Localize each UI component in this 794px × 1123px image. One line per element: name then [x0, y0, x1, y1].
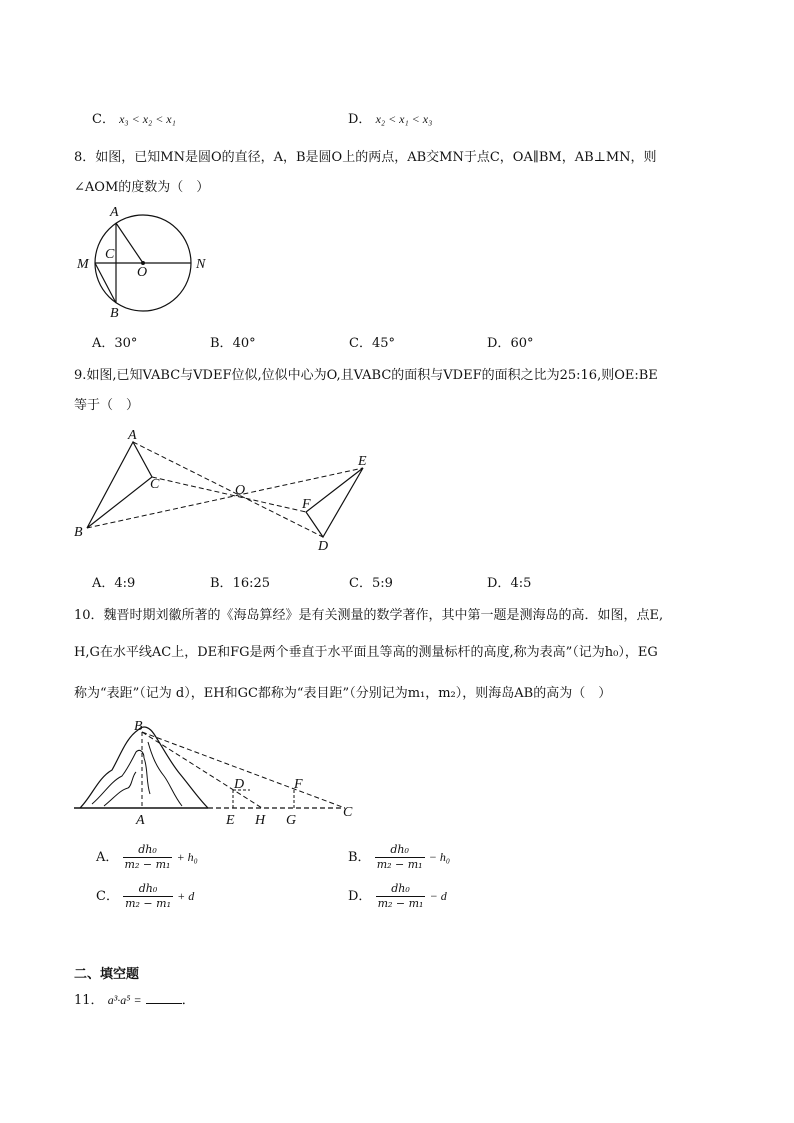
label-h: H — [255, 813, 266, 828]
option-letter: D． — [487, 576, 511, 591]
option-expr: x₂ < x₁ < x₃ — [375, 112, 433, 126]
label-o: O — [137, 265, 148, 280]
label-c: C — [343, 805, 353, 820]
q9-option-b[interactable] — [210, 572, 270, 591]
label-f: F — [302, 497, 311, 512]
q8-circle-figure — [70, 200, 220, 325]
fraction-numerator: dh₀ — [375, 843, 425, 858]
q8-option-b[interactable] — [210, 332, 256, 351]
label-d: D — [318, 539, 329, 554]
label-c: C — [105, 247, 115, 262]
q10-island-figure — [70, 712, 370, 830]
label-a: A — [128, 428, 137, 443]
fraction — [123, 882, 173, 911]
label-f: F — [294, 777, 303, 792]
fraction — [375, 843, 425, 872]
q9-option-a[interactable] — [92, 572, 135, 591]
q10-stem-line1: 10．魏晋时期刘徽所著的《海岛算经》是有关测量的数学著作，其中第一题是测海岛的高．如图，点E, — [74, 608, 664, 623]
q7-option-c[interactable] — [92, 108, 176, 127]
q11-number: 11． — [74, 993, 104, 1008]
label-m: M — [77, 257, 89, 272]
label-c: C — [150, 477, 160, 492]
fraction-numerator: dh₀ — [123, 843, 173, 858]
q11-expression: a³·a⁵ = — [107, 993, 142, 1007]
q9-stem-line1: 9.如图,已知VABC与VDEF位似,位似中心为O,且VABC的面积与VDEF的面积之比为25:16,则OE:BE — [74, 368, 658, 383]
fraction — [123, 843, 173, 872]
segment-oa — [116, 223, 143, 263]
q11 — [74, 989, 195, 1008]
label-b: B — [110, 306, 119, 321]
label-e: E — [226, 813, 235, 828]
option-value: 4:9 — [114, 576, 136, 591]
answer-blank[interactable] — [146, 991, 182, 1004]
q9-stem-line2: 等于（ ） — [74, 398, 140, 413]
option-tail: + d — [177, 889, 195, 903]
option-letter: A． — [92, 336, 115, 351]
option-tail: − d — [429, 889, 447, 903]
q8-option-a[interactable] — [92, 332, 137, 351]
option-letter: B． — [210, 336, 233, 351]
line-be — [87, 468, 363, 528]
line-cf — [152, 477, 306, 512]
option-letter: D． — [348, 889, 372, 904]
island-outline — [80, 727, 208, 808]
island-contour-4 — [144, 758, 150, 794]
q7-option-d[interactable] — [348, 108, 432, 127]
q10-stem-line3: 称为“表距”（记为 d），EH和GC都称为“表目距”（分别记为m₁，m₂），则海岛AB的高为（ ） — [74, 686, 612, 701]
q9-option-c[interactable] — [349, 572, 393, 591]
q10-option-b[interactable] — [348, 843, 450, 872]
option-value: 40° — [232, 336, 256, 351]
option-letter: C． — [349, 576, 372, 591]
label-b: B — [74, 525, 83, 540]
option-value: 4:5 — [510, 576, 532, 591]
label-b: B — [134, 719, 143, 734]
option-value: 45° — [371, 336, 395, 351]
option-value: 16:25 — [232, 576, 271, 591]
option-letter: C． — [92, 112, 115, 127]
q10-option-a[interactable] — [96, 843, 198, 872]
triangle-abc — [87, 442, 152, 528]
option-tail: − h₀ — [428, 850, 451, 864]
q10-stem-line2: H,G在水平线AC上，DE和FG是两个垂直于水平面且等高的测量标杆的高度,称为表高”（记为h₀），EG — [74, 645, 658, 660]
fraction-numerator: dh₀ — [376, 882, 426, 897]
option-letter: D． — [348, 112, 372, 127]
label-e: E — [358, 454, 367, 469]
option-tail: + h₀ — [176, 850, 198, 864]
label-a: A — [136, 813, 145, 828]
label-n: N — [196, 257, 206, 272]
label-d: D — [234, 777, 245, 792]
fraction-denominator: m₂ − m₁ — [377, 897, 424, 910]
option-letter: A． — [92, 576, 115, 591]
q8-option-d[interactable] — [487, 332, 533, 351]
option-letter: A． — [96, 850, 119, 865]
option-letter: B． — [348, 850, 371, 865]
fraction-denominator: m₂ − m₁ — [125, 897, 171, 910]
q9-option-d[interactable] — [487, 572, 531, 591]
q9-homothety-figure — [70, 422, 380, 557]
option-letter: D． — [487, 336, 511, 351]
option-value: 30° — [114, 336, 138, 351]
q8-stem-line2: ∠AOM的度数为（ ） — [74, 180, 210, 195]
q10-option-d[interactable] — [348, 882, 447, 911]
line-ad — [133, 442, 323, 537]
segment-bm — [95, 263, 116, 303]
label-g: G — [286, 813, 297, 828]
option-letter: C． — [349, 336, 372, 351]
option-expr: x₃ < x₂ < x₁ — [119, 112, 176, 126]
q11-period: ． — [181, 993, 195, 1008]
fraction — [376, 882, 426, 911]
label-a: A — [110, 205, 119, 220]
fraction-numerator: dh₀ — [123, 882, 173, 897]
fraction-denominator: m₂ − m₁ — [124, 858, 171, 871]
label-o: O — [235, 483, 246, 498]
fraction-denominator: m₂ − m₁ — [376, 858, 423, 871]
option-letter: B． — [210, 576, 233, 591]
q10-option-c[interactable] — [96, 882, 194, 911]
option-value: 5:9 — [371, 576, 393, 591]
section-title: 二、填空题 — [74, 967, 140, 982]
q8-stem-line1: 8．如图，已知MN是圆O的直径，A，B是圆O上的两点，AB交MN于点C，OA∥BM，AB⊥MN，则 — [74, 150, 657, 165]
option-value: 60° — [510, 336, 534, 351]
q8-option-c[interactable] — [349, 332, 395, 351]
option-letter: C． — [96, 889, 119, 904]
